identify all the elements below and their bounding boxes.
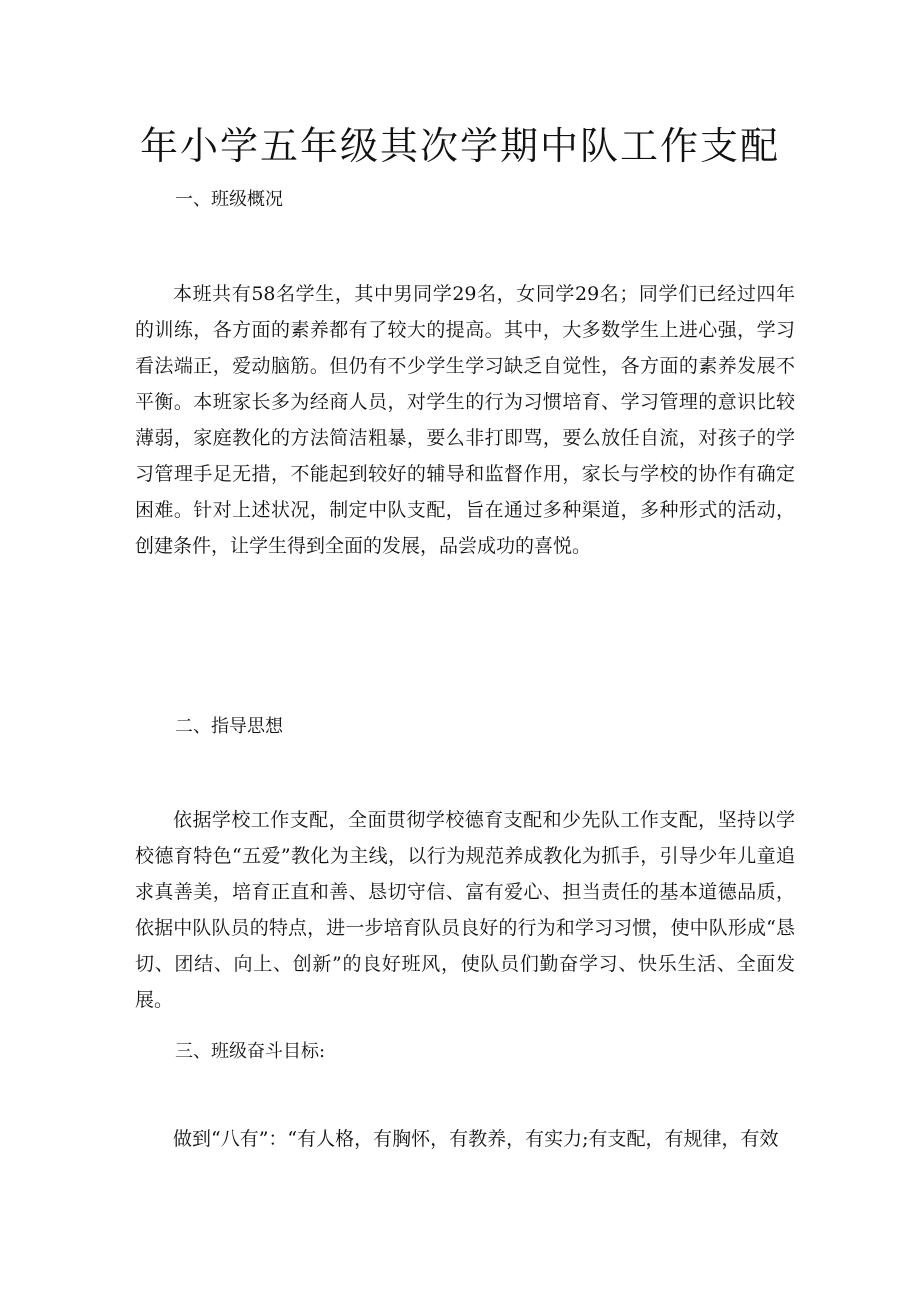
page-title: 年小学五年级其次学期中队工作支配 <box>139 124 780 168</box>
paragraph-guiding-ideology: 依据学校工作支配，全面贯彻学校德育支配和少先队工作支配，坚持以学校德育特色“五爱”教化为主线，以行为规范养成教化为抓手，引导少年儿童追求真善美，培育正直和善、恳切守信、富有爱心、担当责任的基本道德品质，依据中队队员的特点，进一步培育队员良好的行为和学习习惯，使中队形成“恳切、团结、向上、创新”的良好班风，使队员们勤奋学习、快乐生活、全面发展。 <box>135 809 795 1011</box>
paragraph-class-goals: 做到“八有”：“有人格，有胸怀，有教养，有实力;有支配，有规律，有效 <box>173 1128 779 1150</box>
paragraph-class-overview: 本班共有58名学生，其中男同学29名，女同学29名；同学们已经过四年的训练，各方面的素养都有了较大的提高。其中，大多数学生上进心强，学习看法端正，爱动脑筋。但仍有不少学生学习缺乏自觉性，各方面的素养发展不平衡。本班家长多为经商人员，对学生的行为习惯培育、学习管理的意识比较薄弱，家庭教化的方法简洁粗暴，要么非打即骂，要么放任自流，对孩子的学习管理手足无措，不能起到较好的辅导和监督作用，家长与学校的协作有确定困难。针对上述状况，制定中队支配，旨在通过多种渠道，多种形式的活动，创建条件，让学生得到全面的发展，品尝成功的喜悦。 <box>135 283 795 557</box>
section-heading-class-goals: 三、班级奋斗目标: <box>175 1041 326 1062</box>
section-heading-guiding-ideology: 二、指导思想 <box>175 716 283 737</box>
section-heading-class-overview: 一、班级概况 <box>175 189 283 210</box>
